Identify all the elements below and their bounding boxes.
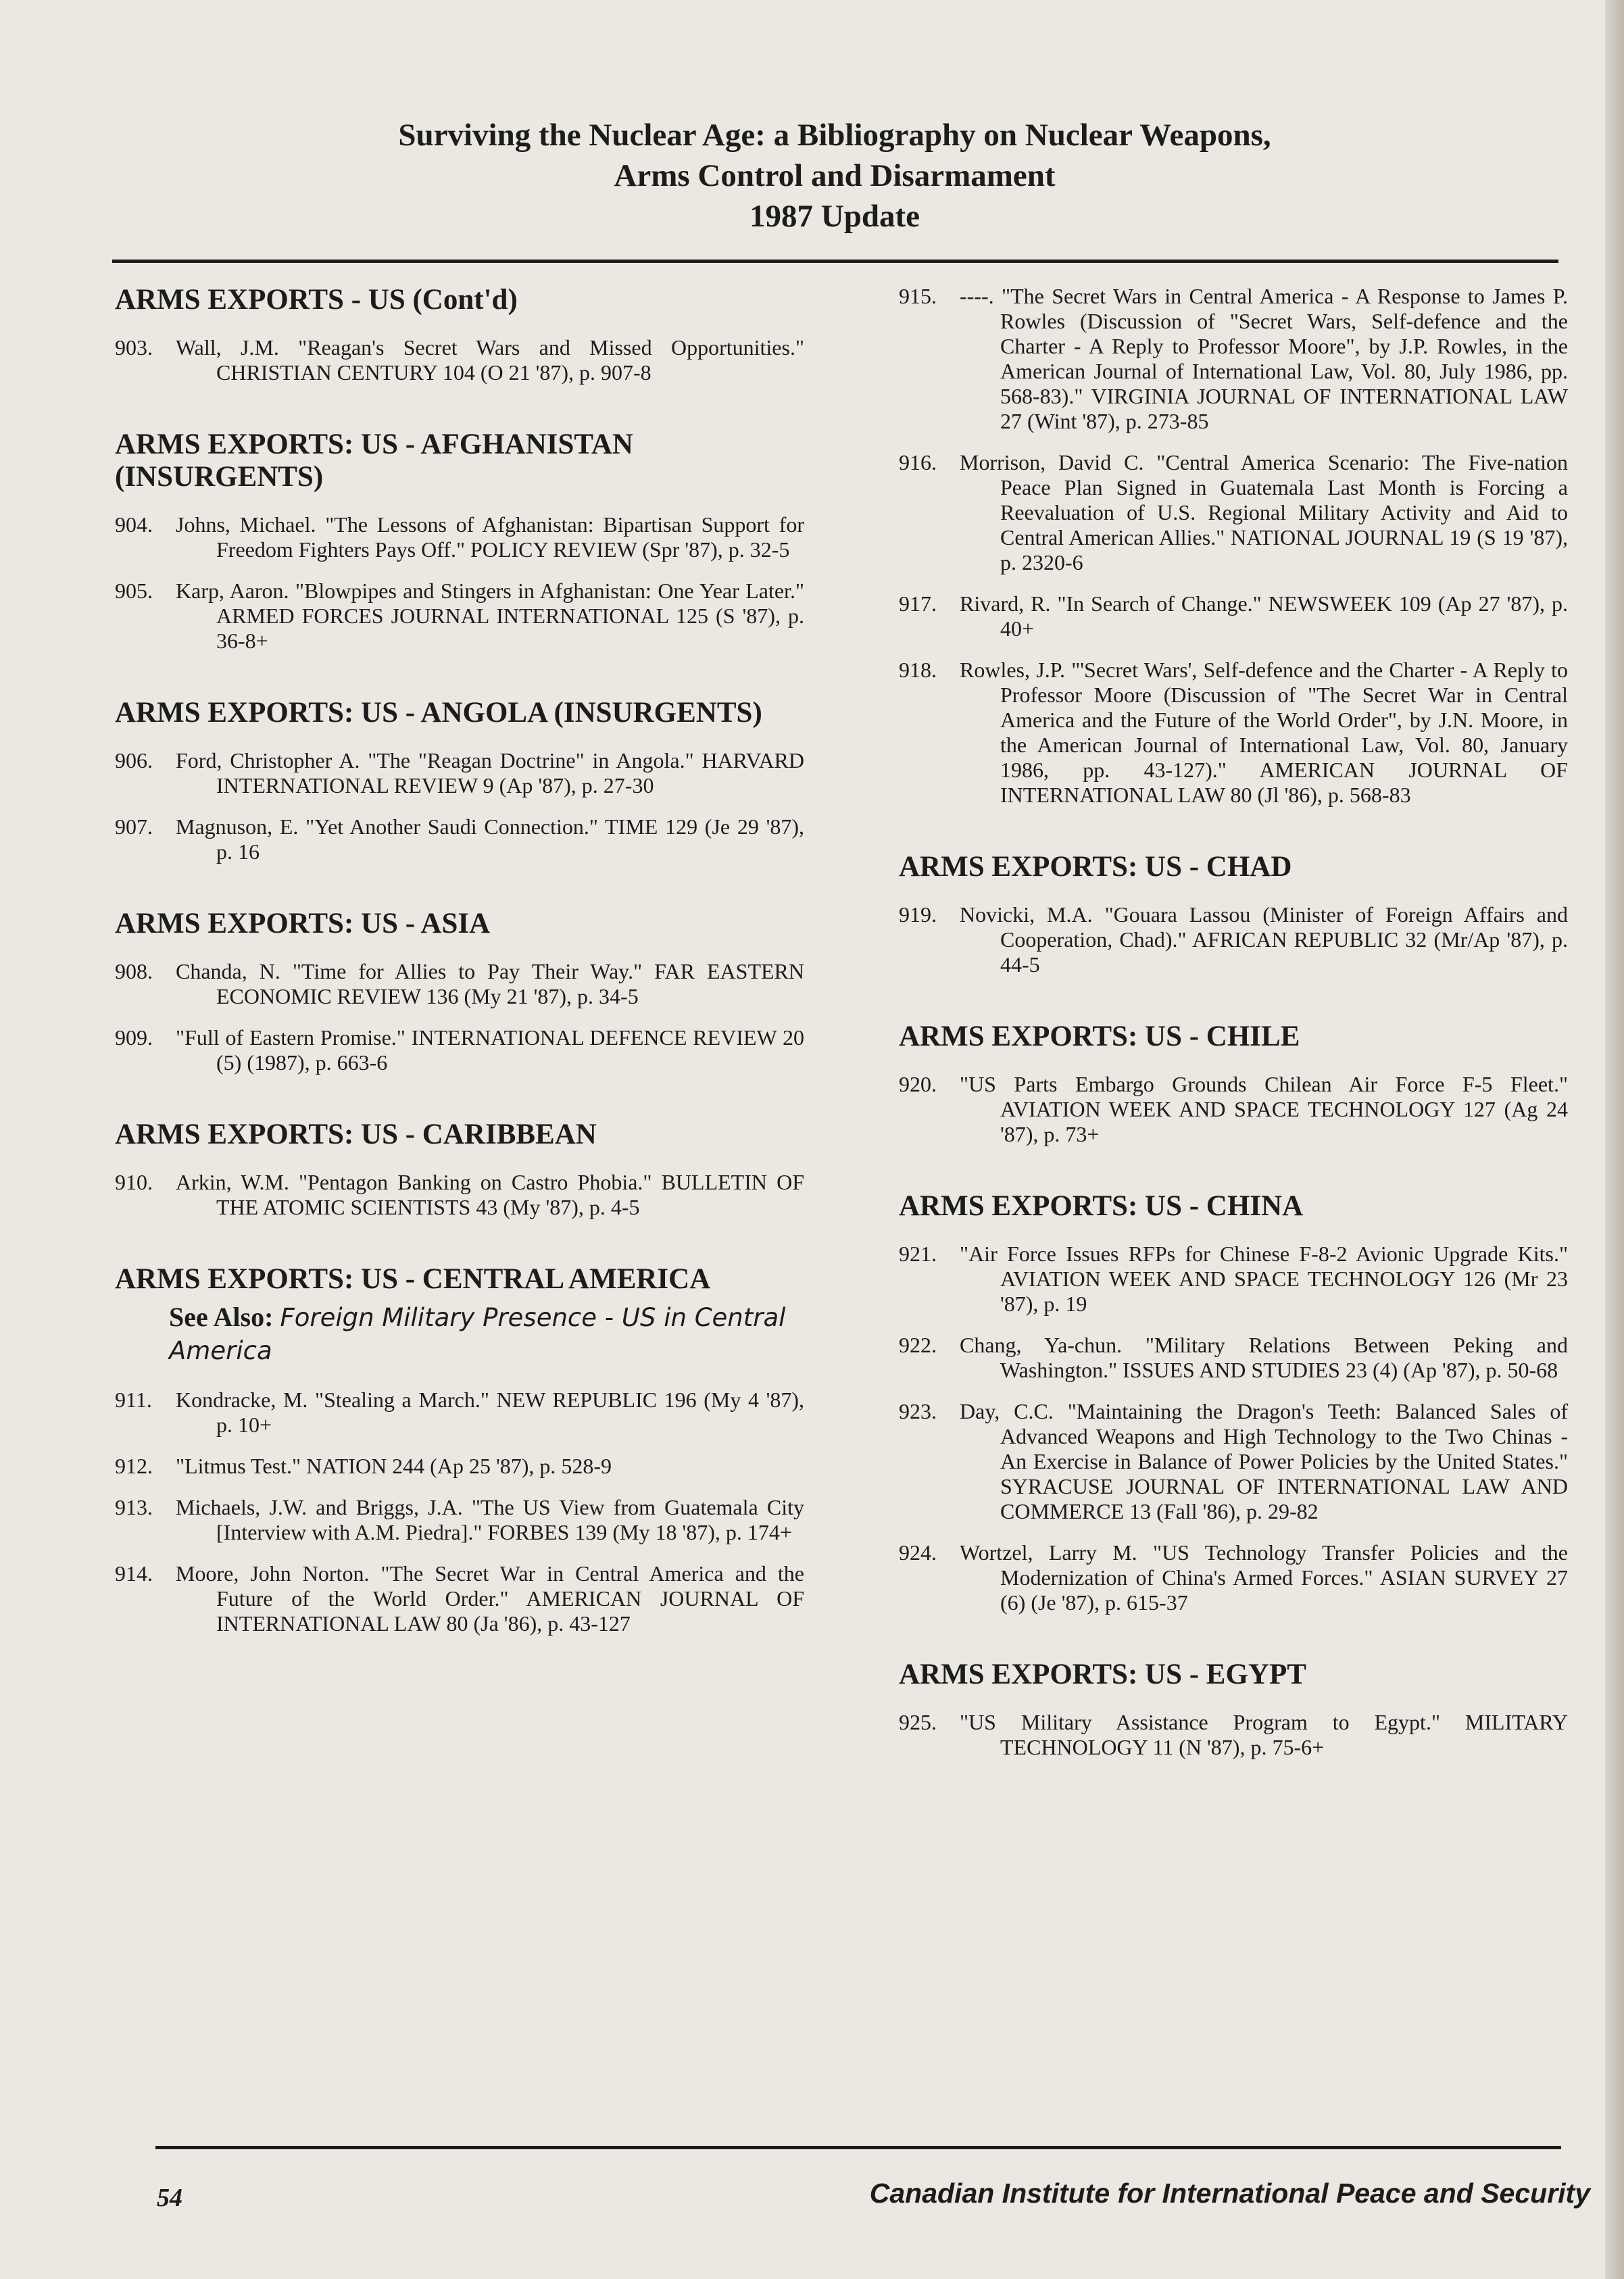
document-title xyxy=(108,115,1561,237)
bibliography-entry xyxy=(115,579,804,654)
page-number: 54 xyxy=(157,2184,182,2212)
entry-text: "Full of Eastern Promise." INTERNATIONAL DEFENCE REVIEW 20 (5) (1987), p. 663-6 xyxy=(176,1025,804,1075)
bibliography-entry xyxy=(115,814,804,864)
section-heading: ARMS EXPORTS: US - ASIA xyxy=(115,908,491,939)
entry-text: Novicki, M.A. "Gouara Lassou (Minister of Foreign Affairs and Cooperation, Chad)." AFRICAN REPUBLIC 32 (Mr/Ap '87), p. 44-5 xyxy=(960,902,1568,977)
bibliography-entry xyxy=(899,450,1568,575)
entry-number: 916. xyxy=(899,450,937,474)
entry-number: 923. xyxy=(899,1399,937,1423)
entry-text: Day, C.C. "Maintaining the Dragon's Teeth: Balanced Sales of Advanced Weapons and High Technology to the Two Chinas - An Exercise in Balance of Power Policies by the United States." SYRACUSE JOURNAL OF INTERNATIONAL LAW AND COMMERCE 13 (Fall '86), p. 29-82 xyxy=(960,1399,1568,1523)
entry-text: Wortzel, Larry M. "US Technology Transfer Policies and the Modernization of China's Armed Forces." ASIAN SURVEY 27 (6) (Je '87), p. 615-37 xyxy=(960,1540,1568,1615)
entry-number: 905. xyxy=(115,579,153,603)
entry-number: 912. xyxy=(115,1454,153,1478)
entry-number: 911. xyxy=(115,1388,152,1412)
see-also-target: Foreign Military Presence - US in Central America xyxy=(169,1303,786,1365)
section-heading: ARMS EXPORTS: US - AFGHANISTAN (INSURGENTS) xyxy=(115,428,633,493)
bibliography-entry xyxy=(899,1710,1568,1760)
bibliography-entry xyxy=(115,335,804,385)
title-line-2: Arms Control and Disarmament xyxy=(614,158,1056,193)
entry-number: 922. xyxy=(899,1333,937,1357)
bibliography-entry xyxy=(899,1399,1568,1524)
section-heading: ARMS EXPORTS: US - CHILE xyxy=(899,1021,1300,1052)
see-also-reference xyxy=(169,1301,804,1367)
bibliography-entry xyxy=(899,902,1568,977)
entry-number: 919. xyxy=(899,902,937,927)
entry-text: "US Parts Embargo Grounds Chilean Air Force F-5 Fleet." AVIATION WEEK AND SPACE TECHNOLOGY 127 (Ag 24 '87), p. 73+ xyxy=(960,1072,1568,1146)
section-heading: ARMS EXPORTS: US - CHINA xyxy=(899,1190,1304,1222)
entry-number: 906. xyxy=(115,748,153,773)
entry-text: Arkin, W.M. "Pentagon Banking on Castro Phobia." BULLETIN OF THE ATOMIC SCIENTISTS 43 (My '87), p. 4-5 xyxy=(176,1170,804,1219)
bibliography-entry xyxy=(899,1333,1568,1383)
page-edge-shadow xyxy=(1605,0,1624,2279)
entry-number: 920. xyxy=(899,1072,937,1096)
section-heading: ARMS EXPORTS: US - CENTRAL AMERICA xyxy=(115,1263,711,1295)
bibliography-entry xyxy=(115,512,804,562)
bibliography-entry xyxy=(115,1495,804,1545)
entry-text: Rivard, R. "In Search of Change." NEWSWEEK 109 (Ap 27 '87), p. 40+ xyxy=(960,591,1568,641)
entry-number: 921. xyxy=(899,1242,937,1266)
entry-number: 914. xyxy=(115,1561,153,1586)
top-rule xyxy=(112,260,1558,263)
section-heading: ARMS EXPORTS: US - CARIBBEAN xyxy=(115,1119,597,1150)
footer-institute: Canadian Institute for International Peace and Security xyxy=(869,2178,1590,2209)
title-line-1: Surviving the Nuclear Age: a Bibliography on Nuclear Weapons, xyxy=(398,118,1271,153)
section-heading: ARMS EXPORTS: US - CHAD xyxy=(899,851,1292,883)
entry-text: ----. "The Secret Wars in Central America - A Response to James P. Rowles (Discussion of "Secret Wars, Self-defence and the Charter - A Reply to Professor Moore", by J.P. Rowles, in the American Journal of International Law, Vol. 80, July 1986, pp. 568-83)." VIRGINIA JOURNAL OF INTERNATIONAL LAW 27 (Wint '87), p. 273-85 xyxy=(960,284,1568,433)
bibliography-entry xyxy=(115,748,804,798)
title-line-3: 1987 Update xyxy=(749,199,920,234)
entry-text: Michaels, J.W. and Briggs, J.A. "The US View from Guatemala City [Interview with A.M. Piedra]." FORBES 139 (My 18 '87), p. 174+ xyxy=(176,1495,804,1544)
entry-number: 904. xyxy=(115,512,153,537)
entry-number: 910. xyxy=(115,1170,153,1194)
entry-text: Johns, Michael. "The Lessons of Afghanistan: Bipartisan Support for Freedom Fighters Pays Off." POLICY REVIEW (Spr '87), p. 32-5 xyxy=(176,512,804,562)
entry-number: 908. xyxy=(115,959,153,983)
bibliography-entry xyxy=(115,1170,804,1220)
entry-text: "Air Force Issues RFPs for Chinese F-8-2 Avionic Upgrade Kits." AVIATION WEEK AND SPACE TECHNOLOGY 126 (Mr 23 '87), p. 19 xyxy=(960,1242,1568,1316)
bibliography-entry xyxy=(115,1388,804,1438)
entry-number: 917. xyxy=(899,591,937,616)
entry-text: Rowles, J.P. "'Secret Wars', Self-defence and the Charter - A Reply to Professor Moore (Discussion of "The Secret War in Central America and the Future of the World Order", by J.N. Moore, in the American Journal of International Law, Vol. 80, January 1986, pp. 43-127)." AMERICAN JOURNAL OF INTERNATIONAL LAW 80 (Jl '86), p. 568-83 xyxy=(960,658,1568,807)
left-column xyxy=(115,284,804,1652)
bibliography-entry xyxy=(899,1242,1568,1317)
entry-text: Ford, Christopher A. "The "Reagan Doctrine" in Angola." HARVARD INTERNATIONAL REVIEW 9 (Ap '87), p. 27-30 xyxy=(176,748,804,798)
entry-number: 925. xyxy=(899,1710,937,1734)
bibliography-entry xyxy=(115,1025,804,1075)
section-heading: ARMS EXPORTS: US - ANGOLA (INSURGENTS) xyxy=(115,697,762,729)
bibliography-entry xyxy=(115,1561,804,1636)
bottom-rule xyxy=(155,2146,1561,2149)
bibliography-entry xyxy=(899,591,1568,641)
bibliography-entry xyxy=(115,959,804,1009)
entry-number: 913. xyxy=(115,1495,153,1519)
entry-number: 903. xyxy=(115,335,153,360)
entry-number: 918. xyxy=(899,658,937,682)
entry-text: Morrison, David C. "Central America Scenario: The Five-nation Peace Plan Signed in Guatemala Last Month is Forcing a Reevaluation of U.S. Regional Military Activity and Aid to Central American Allies." NATIONAL JOURNAL 19 (S 19 '87), p. 2320-6 xyxy=(960,450,1568,574)
bibliography-entry xyxy=(899,284,1568,434)
entry-text: "US Military Assistance Program to Egypt." MILITARY TECHNOLOGY 11 (N '87), p. 75-6+ xyxy=(960,1710,1568,1759)
right-column xyxy=(899,284,1568,1776)
bibliography-entry xyxy=(899,1540,1568,1615)
entry-text: "Litmus Test." NATION 244 (Ap 25 '87), p. 528-9 xyxy=(176,1454,612,1478)
entry-number: 909. xyxy=(115,1025,153,1050)
entry-text: Chang, Ya-chun. "Military Relations Between Peking and Washington." ISSUES AND STUDIES 23 (4) (Ap '87), p. 50-68 xyxy=(960,1333,1568,1382)
see-also-label: See Also: xyxy=(169,1302,274,1332)
entry-text: Chanda, N. "Time for Allies to Pay Their Way." FAR EASTERN ECONOMIC REVIEW 136 (My 21 '87), p. 34-5 xyxy=(176,959,804,1008)
bibliography-entry xyxy=(115,1454,804,1479)
entry-number: 924. xyxy=(899,1540,937,1565)
entry-text: Karp, Aaron. "Blowpipes and Stingers in Afghanistan: One Year Later." ARMED FORCES JOURNAL INTERNATIONAL 125 (S '87), p. 36-8+ xyxy=(176,579,804,653)
entry-number: 915. xyxy=(899,284,937,308)
bibliography-entry xyxy=(899,658,1568,808)
entry-text: Moore, John Norton. "The Secret War in Central America and the Future of the World Order." AMERICAN JOURNAL OF INTERNATIONAL LAW 80 (Ja '86), p. 43-127 xyxy=(176,1561,804,1636)
section-heading: ARMS EXPORTS - US (Cont'd) xyxy=(115,284,518,316)
entry-text: Magnuson, E. "Yet Another Saudi Connection." TIME 129 (Je 29 '87), p. 16 xyxy=(176,814,804,864)
entry-text: Wall, J.M. "Reagan's Secret Wars and Missed Opportunities." CHRISTIAN CENTURY 104 (O 21 '87), p. 907-8 xyxy=(176,335,804,385)
entry-text: Kondracke, M. "Stealing a March." NEW REPUBLIC 196 (My 4 '87), p. 10+ xyxy=(176,1388,804,1437)
entry-number: 907. xyxy=(115,814,153,839)
section-heading: ARMS EXPORTS: US - EGYPT xyxy=(899,1659,1306,1690)
bibliography-entry xyxy=(899,1072,1568,1147)
